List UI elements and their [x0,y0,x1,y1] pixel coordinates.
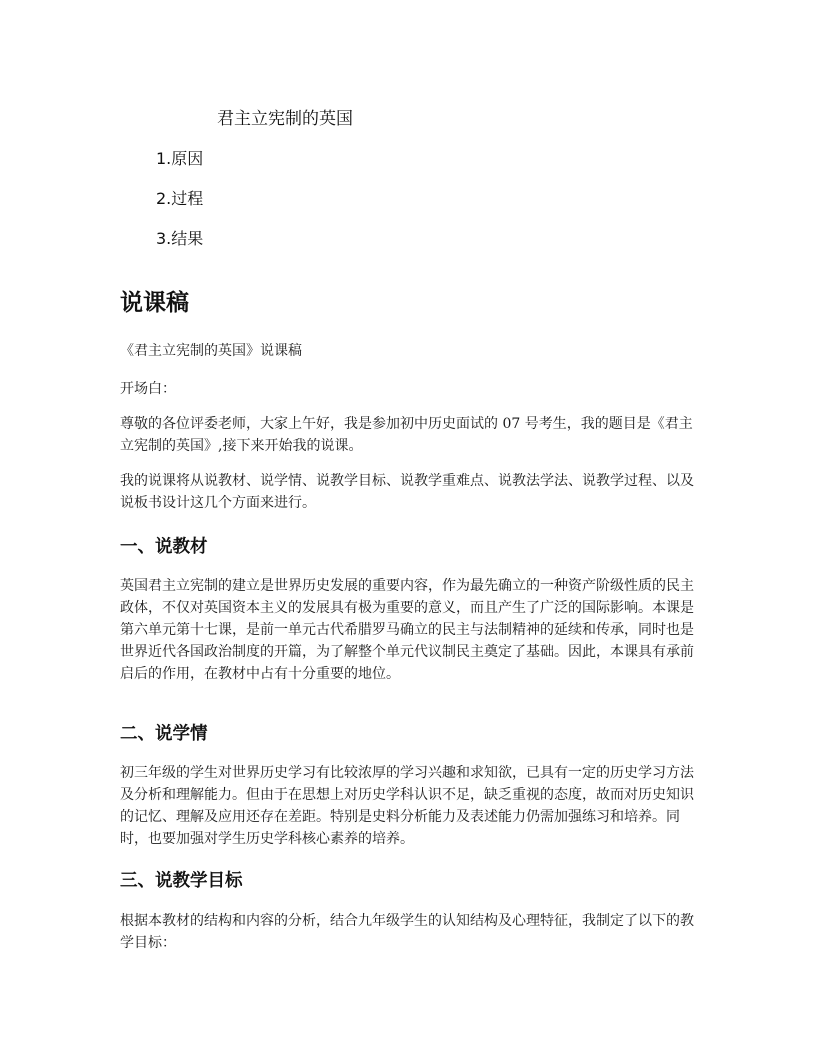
section-heading-objectives: 三、说教学目标 [120,871,243,891]
outline-item-result: 3.结果 [156,229,204,248]
section-body-students: 初三年级的学生对世界历史学习有比较浓厚的学习兴趣和求知欲，已具有一定的历史学习方法及分析和理解能力。但由于在思想上对历史学科认识不足，缺乏重视的态度，故而对历史知识的记忆、理解及应用还存在差距。特别是史料分析能力及表述能力仍需加强练习和培养。同时，也要加强对学生历史学科核心素养的培养。 [120,765,694,847]
outline-item-reason: 1.原因 [156,149,204,168]
outline-title: 君主立宪制的英国 [217,109,353,129]
section-heading-textbook: 一、说教材 [120,537,208,557]
intro-paragraph: 尊敬的各位评委老师，大家上午好，我是参加初中历史面试的 07 号考生，我的题目是《君主立宪制的英国》,接下来开始我的说课。 [120,416,693,454]
section-body-objectives: 根据本教材的结构和内容的分析，结合九年级学生的认知结构及心理特征，我制定了以下的教学目标： [120,913,694,951]
outline-item-process: 2.过程 [156,189,204,208]
document-subtitle: 《君主立宪制的英国》说课稿 [120,343,302,359]
section-body-textbook: 英国君主立宪制的建立是世界历史发展的重要内容，作为最先确立的一种资产阶级性质的民主政体，不仅对英国资本主义的发展具有极为重要的意义，而且产生了广泛的国际影响。本课是第六单元第十七课，是前一单元古代希腊罗马确立的民主与法制精神的延续和传承，同时也是世界近代各国政治制度的开篇，为了解整个单元代议制民主奠定了基础。因此，本课具有承前启后的作用，在教材中占有十分重要的地位。 [120,578,694,682]
section-heading-students: 二、说学情 [120,724,208,744]
opening-label: 开场白： [120,381,176,397]
page-title: 说课稿 [120,290,189,316]
plan-paragraph: 我的说课将从说教材、说学情、说教学目标、说教学重难点、说教法学法、说教学过程、以及说板书设计这几个方面来进行。 [120,473,694,511]
